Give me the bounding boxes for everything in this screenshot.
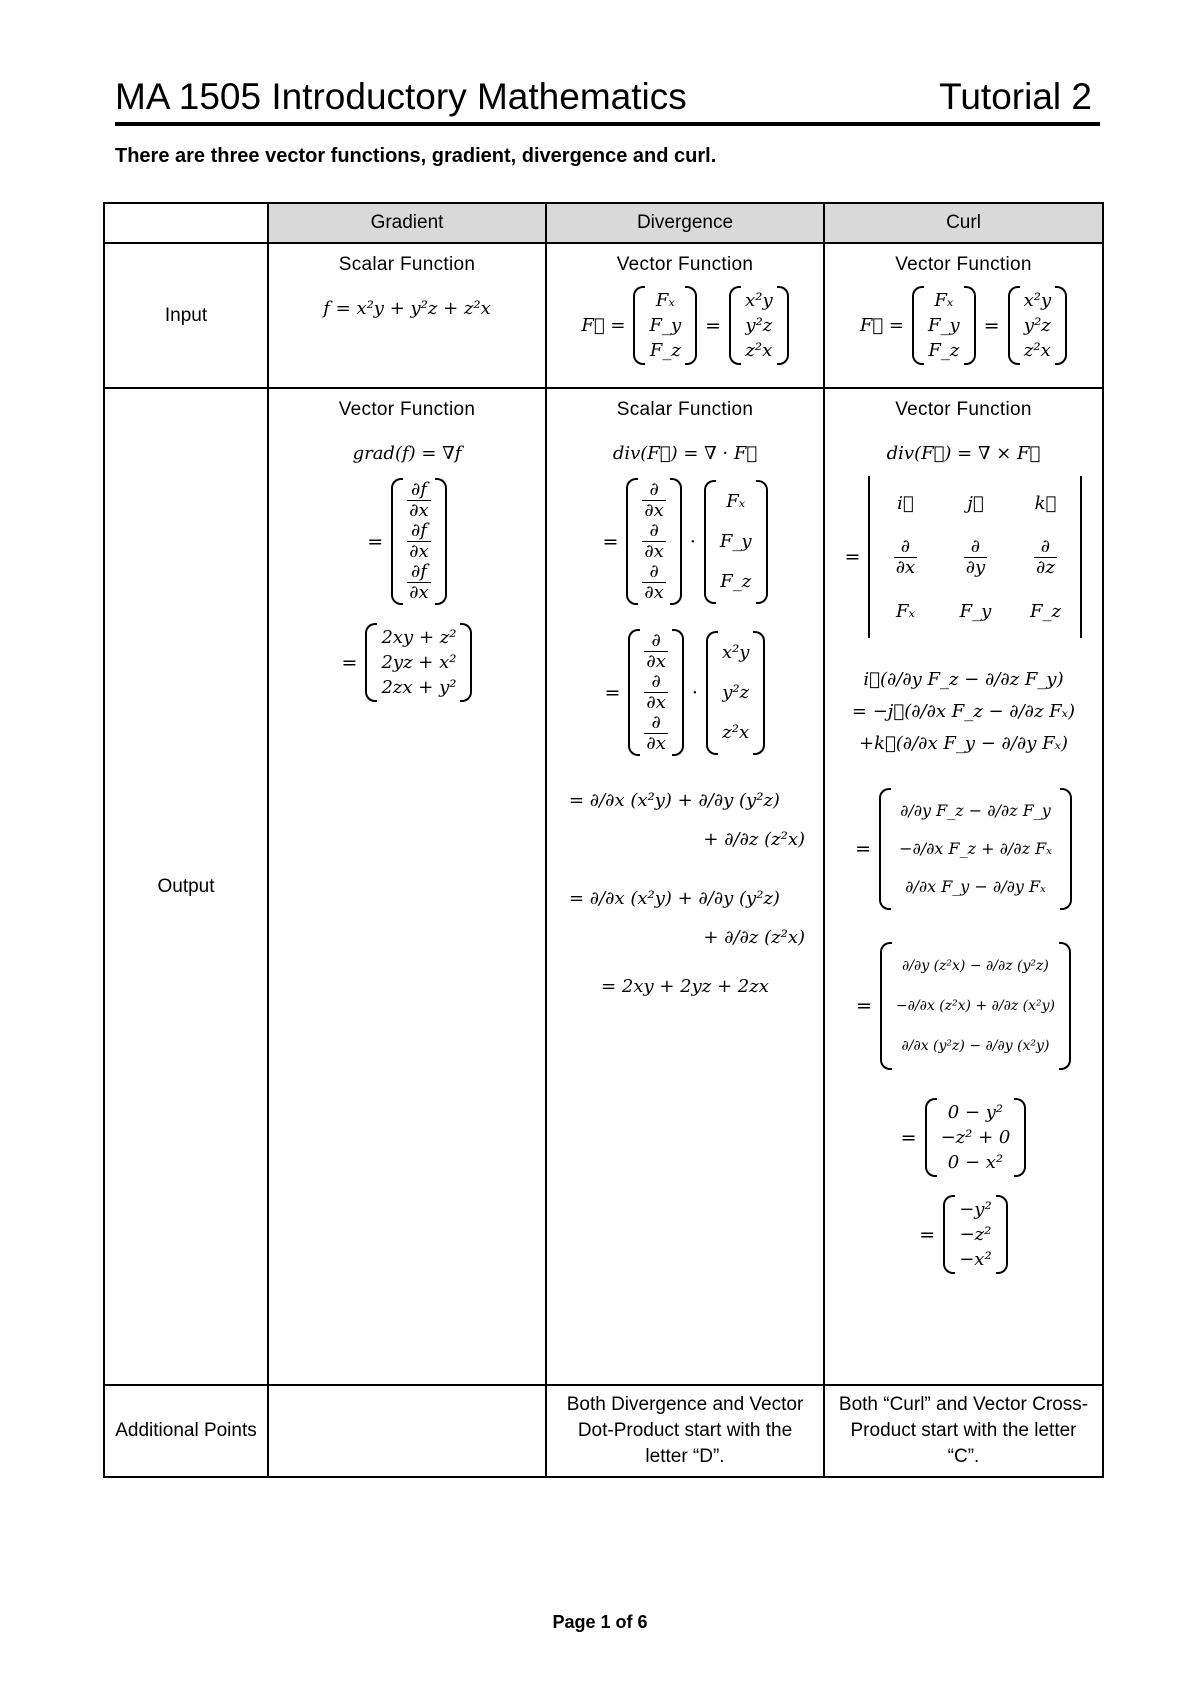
divergence-nabla-dot-values: = $\frac{\partial}{\partial x}$ $\frac{\partial}{\partial x}$ $\frac{\partial}{\partial x}$ · x²y y²z z²x	[547, 629, 823, 756]
curl-expansion	[825, 664, 1102, 760]
col-gradient: Gradient	[268, 203, 546, 243]
gradient-result-x: 2xy + z²	[381, 627, 457, 648]
input-divergence-type: Vector Function	[616, 254, 754, 275]
document-title: MA 1505 Introductory Mathematics	[115, 76, 687, 117]
vector-functions-table	[103, 202, 1104, 1478]
row-label-input: Input	[104, 243, 268, 388]
det-fy: F_y	[959, 600, 992, 622]
value-x: x²y	[745, 290, 773, 311]
partial-f-x: $\frac{\partial f}{\partial x}$	[409, 479, 429, 521]
curl-vec2-y: −∂/∂x (z²x) + ∂/∂z (x²y)	[895, 998, 1055, 1014]
f-vector-lhs: F⃗ =	[581, 315, 626, 336]
component-fx: Fₓ	[726, 490, 746, 512]
curl-determinant: = i⃗ j⃗ k⃗ $\frac{\partial}{\partial x}$ $\frac{\partial}{\partial y}$ $\frac{\partial}{\partial z}$ Fₓ F_y F_z	[825, 476, 1102, 638]
input-divergence	[546, 243, 824, 388]
curl-vec3-x: 0 − y²	[947, 1102, 1004, 1123]
component-fx: Fₓ	[655, 290, 675, 311]
output-divergence	[546, 388, 824, 1385]
curl-final-y: −z²	[959, 1224, 992, 1245]
input-gradient	[268, 243, 546, 388]
input-row	[104, 243, 1103, 388]
value-z: z²x	[722, 721, 750, 743]
input-curl-vector: F⃗ = Fₓ F_y F_z = x²y y²z z²x	[825, 286, 1102, 365]
output-gradient-type: Vector Function	[338, 399, 476, 420]
intro-text: There are three vector functions, gradient, divergence and curl.	[115, 145, 717, 167]
row-label-additional: Additional Points	[104, 1385, 268, 1477]
divergence-nabla-dot-components: = $\frac{\partial}{\partial x}$ $\frac{\partial}{\partial x}$ $\frac{\partial}{\partial x}$ · Fₓ F_y F_z	[547, 478, 823, 605]
row-label-output: Output	[104, 388, 268, 1385]
curl-definition: div(F⃗) = ∇ × F⃗	[886, 443, 1041, 464]
curl-vector-partials: = ∂/∂y F_z − ∂/∂z F_y −∂/∂x F_z + ∂/∂z Fₓ ∂/∂x F_y − ∂/∂y Fₓ	[825, 788, 1102, 910]
output-row	[104, 388, 1103, 1385]
divergence-step3b: + ∂/∂z (z²x)	[703, 829, 805, 850]
gradient-definition: grad(f) = ∇f	[352, 443, 462, 464]
output-divergence-type: Scalar Function	[616, 399, 754, 420]
gradient-result-y: 2yz + x²	[381, 652, 457, 673]
value-vector	[729, 286, 789, 365]
component-fy: F_y	[927, 315, 960, 336]
f-vector-lhs: F⃗ =	[859, 315, 904, 336]
component-fz: F_z	[720, 570, 752, 592]
det-j: j⃗	[967, 492, 984, 514]
value-y: y²z	[745, 315, 773, 336]
value-z: z²x	[745, 340, 773, 361]
input-divergence-vector: F⃗ = Fₓ F_y F_z = x²y y²z z²x	[547, 286, 823, 365]
additional-curl: Both “Curl” and Vector Cross-Product start with the letter “C”.	[824, 1385, 1103, 1477]
additional-row	[104, 1385, 1103, 1477]
input-curl-type: Vector Function	[895, 254, 1032, 275]
component-vector	[633, 286, 697, 365]
value-vector	[1008, 286, 1068, 365]
component-fz: F_z	[928, 340, 960, 361]
additional-divergence: Both Divergence and Vector Dot-Product start with the letter “D”.	[546, 1385, 824, 1477]
curl-vector-final: = −y² −z² −x²	[825, 1195, 1102, 1274]
partial-f-z: $\frac{\partial f}{\partial x}$	[409, 561, 429, 603]
curl-vec3-y: −z² + 0	[940, 1127, 1011, 1148]
component-fx: Fₓ	[934, 290, 954, 311]
page-header	[115, 72, 1100, 126]
gradient-result-z: 2zx + y²	[381, 677, 457, 698]
curl-expand-i: i⃗(∂/∂y F_z − ∂/∂z F_y)	[863, 669, 1064, 690]
curl-vec2-z: ∂/∂x (y²z) − ∂/∂y (x²y)	[901, 1038, 1050, 1054]
curl-vec1-y: −∂/∂x F_z + ∂/∂z Fₓ	[899, 839, 1052, 858]
output-gradient	[268, 388, 546, 1385]
det-fz: F_z	[1029, 600, 1061, 622]
curl-vector-substituted: = ∂/∂y (z²x) − ∂/∂z (y²z) −∂/∂x (z²x) + ∂/∂z (x²y) ∂/∂x (y²z) − ∂/∂y (x²y)	[825, 942, 1102, 1070]
divergence-step3a: = ∂/∂x (x²y) + ∂/∂y (y²z)	[569, 790, 780, 811]
value-x: x²y	[1023, 290, 1052, 311]
partial-f-y: $\frac{\partial f}{\partial x}$	[409, 520, 429, 562]
component-fz: F_z	[649, 340, 681, 361]
det-fx: Fₓ	[896, 600, 915, 622]
input-gradient-expr: f = x²y + y²z + z²x	[323, 298, 491, 319]
output-curl-type: Vector Function	[895, 399, 1032, 420]
curl-expand-k: +k⃗(∂/∂x F_y − ∂/∂y Fₓ)	[858, 733, 1069, 754]
additional-gradient	[268, 1385, 546, 1477]
component-fy: F_y	[719, 530, 752, 552]
curl-final-z: −x²	[959, 1249, 992, 1270]
det-k: k⃗	[1034, 492, 1057, 514]
tutorial-label: Tutorial 2	[939, 76, 1092, 117]
gradient-result: = 2xy + z² 2yz + x² 2zx + y²	[269, 623, 545, 702]
curl-expand-j: = −j⃗(∂/∂x F_z − ∂/∂z Fₓ)	[851, 701, 1076, 722]
component-vector	[912, 286, 976, 365]
divergence-definition: div(F⃗) = ∇ · F⃗	[612, 443, 758, 464]
curl-vec2-x: ∂/∂y (z²x) − ∂/∂z (y²z)	[902, 958, 1049, 974]
output-curl	[824, 388, 1103, 1385]
curl-final-x: −y²	[959, 1199, 992, 1220]
page-number: Page 1 of 6	[552, 1612, 648, 1632]
divergence-final: = 2xy + 2yz + 2zx	[601, 976, 769, 997]
col-divergence: Divergence	[546, 203, 824, 243]
curl-vec1-z: ∂/∂x F_y − ∂/∂y Fₓ	[905, 877, 1046, 896]
corner-cell	[104, 203, 268, 243]
divergence-step4b: + ∂/∂z (z²x)	[703, 927, 805, 948]
curl-vector-evaluated: = 0 − y² −z² + 0 0 − x²	[825, 1098, 1102, 1177]
value-z: z²x	[1023, 340, 1051, 361]
gradient-partials: = $\frac{\partial f}{\partial x}$ $\frac{\partial f}{\partial x}$ $\frac{\partial f}{\partial x}$	[269, 478, 545, 605]
curl-vec1-x: ∂/∂y F_z − ∂/∂z F_y	[900, 801, 1051, 820]
value-x: x²y	[721, 641, 750, 663]
det-i: i⃗	[897, 492, 914, 514]
input-curl	[824, 243, 1103, 388]
value-y: y²z	[1023, 315, 1051, 336]
header-row	[104, 203, 1103, 243]
component-fy: F_y	[649, 315, 682, 336]
col-curl: Curl	[824, 203, 1103, 243]
curl-vec3-z: 0 − x²	[947, 1152, 1004, 1173]
value-y: y²z	[722, 681, 750, 703]
input-gradient-type: Scalar Function	[338, 254, 476, 275]
divergence-step4a: = ∂/∂x (x²y) + ∂/∂y (y²z)	[569, 888, 780, 909]
